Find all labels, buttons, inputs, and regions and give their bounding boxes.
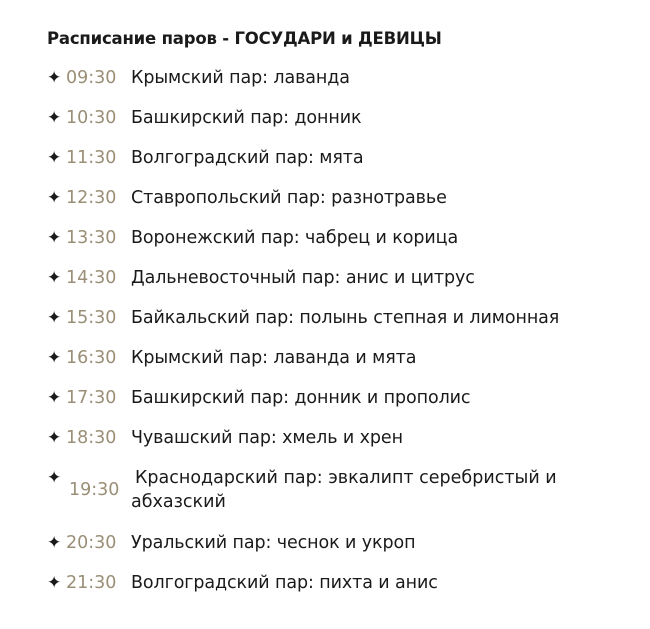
schedule-text: Башкирский пар: донник: [131, 108, 362, 128]
schedule-document: [47, 28, 627, 611]
schedule-item-1830: [47, 426, 627, 466]
schedule-text-line2: абхазский: [131, 492, 226, 512]
schedule-item-1330: [47, 226, 627, 266]
schedule-item-0930: [47, 66, 627, 106]
schedule-item-1530: [47, 306, 627, 346]
star-icon: ✦: [47, 388, 62, 408]
schedule-item-1730: [47, 386, 627, 426]
star-icon: ✦: [47, 68, 62, 88]
schedule-time: 10:30: [66, 108, 117, 128]
schedule-text: Волгоградский пар: мята: [131, 148, 364, 168]
star-icon: ✦: [47, 108, 62, 128]
schedule-text: Крымский пар: лаванда: [131, 68, 350, 88]
schedule-time: 20:30: [66, 533, 117, 553]
schedule-item-1930: [47, 466, 627, 531]
star-icon: ✦: [47, 308, 62, 328]
star-icon: ✦: [47, 268, 62, 288]
star-icon: ✦: [47, 188, 62, 208]
schedule-text: Крымский пар: лаванда и мята: [131, 348, 417, 368]
schedule-time: 18:30: [66, 428, 117, 448]
star-icon: ✦: [47, 228, 62, 248]
schedule-item-1130: [47, 146, 627, 186]
schedule-time: 12:30: [66, 188, 117, 208]
schedule-time: 21:30: [66, 573, 117, 593]
star-icon: ✦: [47, 428, 62, 448]
page-title: Расписание паров - ГОСУДАРИ и ДЕВИЦЫ: [47, 29, 442, 48]
star-icon: ✦: [47, 348, 62, 368]
schedule-text: Байкальский пар: полынь степная и лимонная: [131, 308, 560, 328]
schedule-text: Воронежский пар: чабрец и корица: [131, 228, 459, 248]
schedule-time: 17:30: [66, 388, 117, 408]
star-icon: ✦: [47, 468, 62, 488]
schedule-text: Уральский пар: чеснок и укроп: [131, 533, 416, 553]
schedule-item-1630: [47, 346, 627, 386]
schedule-time: 11:30: [66, 148, 117, 168]
schedule-time: 13:30: [66, 228, 117, 248]
schedule-time: 15:30: [66, 308, 117, 328]
schedule-text: Башкирский пар: донник и прополис: [131, 388, 471, 408]
schedule-text: Чувашский пар: хмель и хрен: [131, 428, 403, 448]
schedule-time: 14:30: [66, 268, 117, 288]
star-icon: ✦: [47, 148, 62, 168]
schedule-text: Волгоградский пар: пихта и анис: [131, 573, 438, 593]
schedule-time: 19:30: [69, 480, 120, 500]
schedule-item-1030: [47, 106, 627, 146]
schedule-time: 09:30: [66, 68, 117, 88]
schedule-text: Ставропольский пар: разнотравье: [131, 188, 447, 208]
star-icon: ✦: [47, 533, 62, 553]
schedule-list: [47, 66, 627, 611]
schedule-item-1430: [47, 266, 627, 306]
schedule-text: Дальневосточный пар: анис и цитрус: [131, 268, 475, 288]
star-icon: ✦: [47, 573, 62, 593]
schedule-text-line1: Краснодарский пар: эвкалипт серебристый и: [135, 468, 557, 488]
schedule-time: 16:30: [66, 348, 117, 368]
schedule-item-1230: [47, 186, 627, 226]
schedule-item-2030: [47, 531, 627, 571]
schedule-item-2130: [47, 571, 627, 611]
